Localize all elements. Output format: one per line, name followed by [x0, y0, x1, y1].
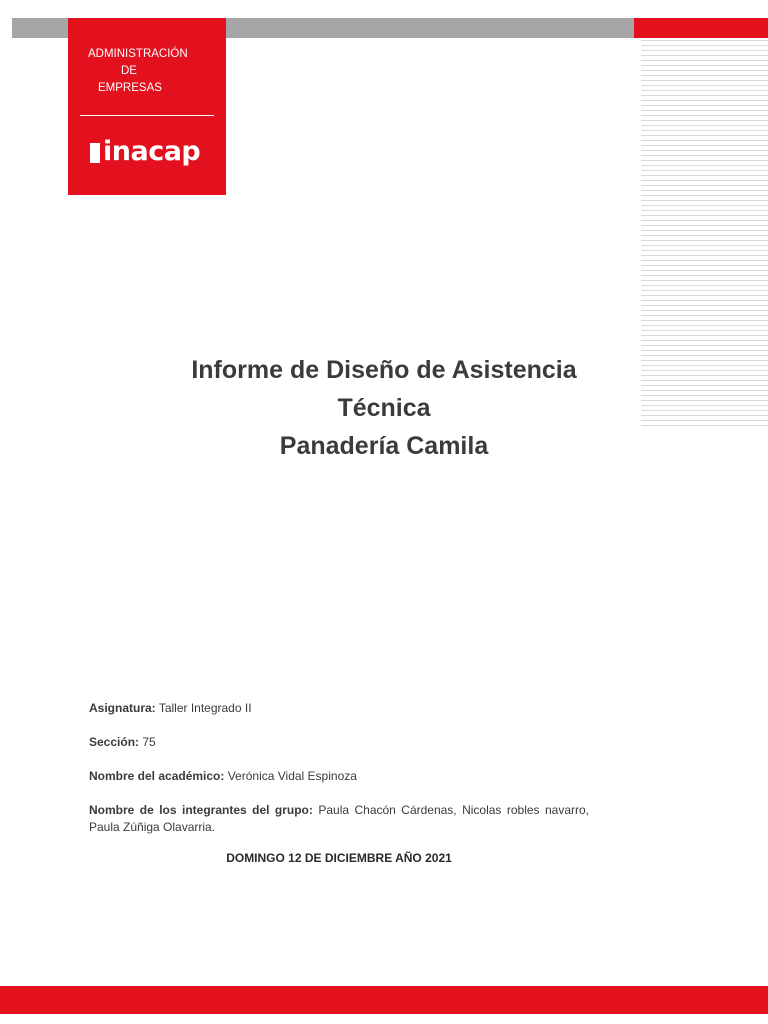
- department-line-1: ADMINISTRACIÓN: [88, 48, 188, 60]
- academico-row: [89, 768, 589, 785]
- integrantes-value: Paula Chacón Cárdenas, Nicolas robles navarro, Paula Zúñiga Olavarria.: [89, 803, 590, 834]
- document-details: [89, 700, 589, 853]
- academico-value: Verónica Vidal Espinoza: [227, 769, 357, 783]
- integrantes-label: Nombre de los integrantes del grupo:: [89, 803, 313, 817]
- department-line-3: EMPRESAS: [98, 82, 162, 94]
- asignatura-row: [89, 700, 589, 717]
- logo-mark-icon: [90, 143, 100, 163]
- inacap-logo: [90, 136, 200, 167]
- bottom-red-bar: [0, 986, 768, 1014]
- seccion-value: 75: [142, 735, 156, 749]
- title-line-2: Técnica: [337, 394, 431, 422]
- seccion-row: [89, 734, 589, 751]
- department-line-2: DE: [121, 65, 137, 77]
- document-date: DOMINGO 12 DE DICIEMBRE AÑO 2021: [226, 851, 452, 865]
- asignatura-value: Taller Integrado II: [158, 701, 252, 715]
- department-name: [88, 46, 218, 97]
- document-title: [0, 351, 768, 465]
- title-line-3: Panadería Camila: [279, 432, 489, 460]
- asignatura-label: Asignatura:: [89, 701, 156, 715]
- seccion-label: Sección:: [89, 735, 140, 749]
- logo-text: inacap: [103, 136, 201, 167]
- academico-label: Nombre del académico:: [89, 769, 225, 783]
- header-divider: [80, 115, 214, 116]
- integrantes-row: [89, 802, 589, 836]
- top-red-bar: [634, 18, 768, 38]
- title-line-1: Informe de Diseño de Asistencia: [191, 356, 577, 384]
- header-brand-block: [68, 18, 226, 195]
